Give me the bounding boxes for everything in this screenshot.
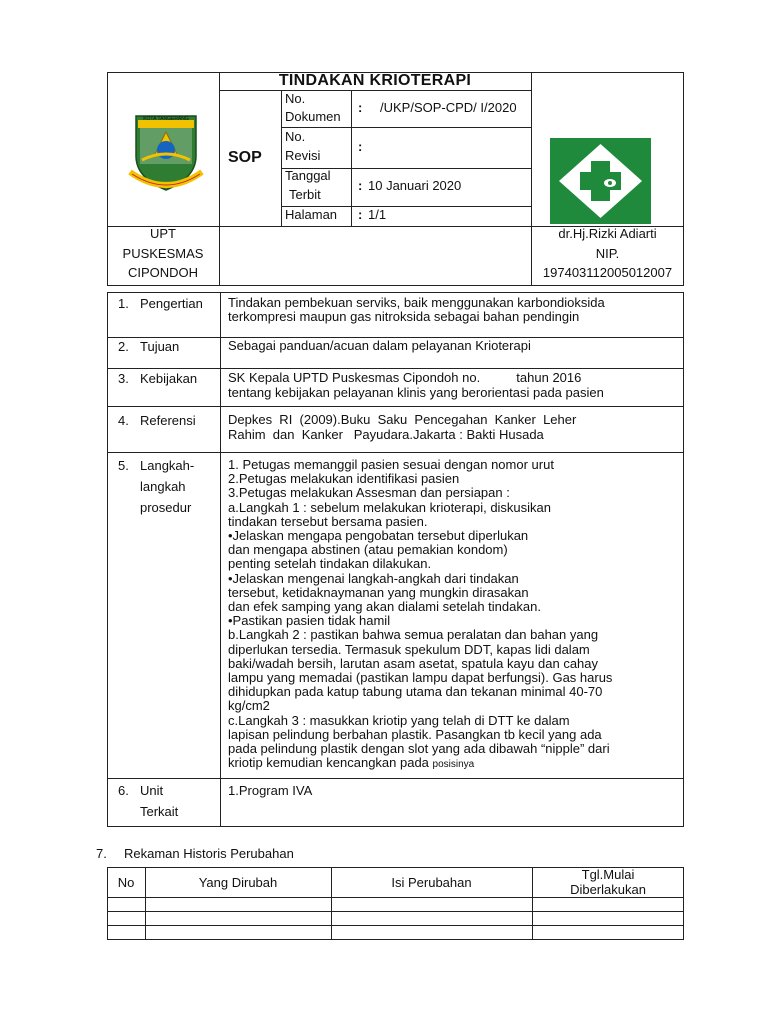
section-3-label: Kebijakan [140, 371, 198, 386]
issue-date-label-2: Terbit [289, 187, 321, 202]
step-line: pada pelindung plastik dengan slot yang ada dibawah “nipple” dari [228, 741, 610, 757]
kota-tangerang-logo [128, 112, 204, 194]
section-2-number: 2. [118, 339, 129, 354]
history-col-date-2: Diberlakukan [570, 882, 646, 897]
step-line: dan efek samping yang akan dialami setelah tindakan. [228, 599, 541, 615]
section-5-number: 5. [118, 458, 129, 473]
section-2-label: Tujuan [140, 339, 180, 354]
history-heading: Rekaman Historis Perubahan [124, 846, 294, 861]
page-colon: : [358, 207, 363, 222]
section-1-label: Pengertian [140, 296, 203, 311]
doc-number-value: /UKP/SOP-CPD/ I/2020 [380, 100, 517, 115]
step-line: kg/cm2 [228, 698, 270, 714]
step-line: 2.Petugas melakukan identifikasi pasien [228, 471, 460, 487]
section-3-line-2: tentang kebijakan pelayanan klinis yang berorientasi pada pasien [228, 385, 604, 400]
revision-colon: : [358, 139, 363, 154]
step-line: penting setelah tindakan dilakukan. [228, 556, 432, 572]
step-line: dihidupkan pada katup tabung utama dan tekanan minimal 40-70 [228, 684, 603, 700]
section-1-number: 1. [118, 296, 129, 311]
revision-label-2: Revisi [285, 148, 321, 163]
step-line: lampu yang memadai (pastikan lampu dapat berfungsi). Gas harus [228, 670, 613, 686]
issue-date-value: 10 Januari 2020 [368, 178, 462, 193]
org-line-upt: UPT [150, 226, 176, 241]
step-line: tersebut, ketidaknaymanan yang mungkin dirasakan [228, 584, 529, 600]
section-1-line-2: terkompresi maupun gas nitroksida sebagai bahan pendingin [228, 309, 580, 324]
signer-nip: 197403112005012007 [542, 265, 673, 280]
org-line-cipondoh: CIPONDOH [127, 265, 199, 280]
section-1-line-1: Tindakan pembekuan serviks, baik menggunakan karbondioksida [228, 295, 605, 310]
step-line-last [228, 756, 676, 772]
issue-date-colon: : [358, 178, 363, 193]
step-line-small: posisinya [432, 759, 475, 771]
section-4-line-1: Depkes RI (2009).Buku Saku Pencegahan Kanker Leher [228, 412, 577, 427]
page-label: Halaman [285, 207, 338, 222]
logo-caption-top: KOTA TANGERANG [143, 116, 189, 122]
step-line-text: kriotip kemudian kencangkan pada [228, 755, 429, 771]
step-line: lapisan pelindung berbahan plastik. Pasangkan tb kecil yang ada [228, 726, 602, 742]
org-line-puskesmas: PUSKESMAS [122, 246, 204, 261]
section-4-label: Referensi [140, 413, 196, 428]
section-2-line-1: Sebagai panduan/acuan dalam pelayanan Krioterapi [228, 338, 531, 353]
doc-number-colon: : [358, 100, 363, 115]
section-5-label-3: prosedur [140, 500, 192, 515]
section-5-label-1: Langkah- [140, 458, 195, 473]
section-5-label-2: langkah [140, 479, 186, 494]
history-number: 7. [96, 846, 107, 861]
step-line: diperlukan tersedia. Termasuk spekulum DDT, kapas lidi dalam [228, 641, 590, 657]
step-line: •Jelaskan mengenai langkah-angkah dari tindakan [228, 570, 519, 586]
section-3-number: 3. [118, 371, 129, 386]
section-4-number: 4. [118, 413, 129, 428]
step-line: baki/wadah bersih, larutan asam asetat, spatula kayu dan cahay [228, 655, 599, 671]
step-line: b.Langkah 2 : pastikan bahwa semua peralatan dan bahan yang [228, 627, 599, 643]
sop-label: SOP [228, 149, 262, 166]
doc-number-label-2: Dokumen [285, 109, 341, 124]
section-6-number: 6. [118, 783, 129, 798]
history-col-changed: Yang Dirubah [198, 875, 278, 890]
puskesmas-cross-logo [550, 138, 651, 224]
step-line: •Pastikan pasien tidak hamil [228, 613, 391, 629]
step-line: c.Langkah 3 : masukkan kriotip yang telah di DTT ke dalam [228, 712, 570, 728]
step-line: dan mengapa abstinen (atau pemakian kondom) [228, 542, 508, 558]
doc-number-label-1: No. [285, 91, 306, 106]
section-6-line-1: 1.Program IVA [228, 783, 313, 798]
revision-label-1: No. [285, 129, 306, 144]
history-col-content: Isi Perubahan [391, 875, 472, 890]
step-line: 1. Petugas memanggil pasien sesuai dengan nomor urut [228, 457, 554, 472]
page-value: 1/1 [368, 207, 387, 222]
history-col-no: No [117, 875, 135, 890]
section-6-label-2: Terkait [140, 804, 179, 819]
section-6-label-1: Unit [140, 783, 164, 798]
signer-name: dr.Hj.Rizki Adiarti [558, 226, 657, 241]
issue-date-label-1: Tanggal [285, 168, 331, 183]
signer-nip-label: NIP. [595, 246, 620, 261]
section-3-line-1: SK Kepala UPTD Puskesmas Cipondoh no. tahun 2016 [228, 370, 582, 385]
section-4-line-2: Rahim dan Kanker Payudara.Jakarta : Bakti Husada [228, 427, 544, 442]
section-5-content [228, 458, 676, 772]
step-line: •Jelaskan mengapa pengobatan tersebut diperlukan [228, 528, 529, 544]
document-title: TINDAKAN KRIOTERAPI [278, 72, 472, 89]
history-col-date-1: Tgl.Mulai [581, 867, 635, 882]
step-line: a.Langkah 1 : sebelum melakukan krioterapi, diskusikan [228, 499, 552, 515]
step-line: 3.Petugas melakukan Assesman dan persiapan : [228, 485, 510, 501]
step-line: tindakan tersebut bersama pasien. [228, 513, 428, 529]
